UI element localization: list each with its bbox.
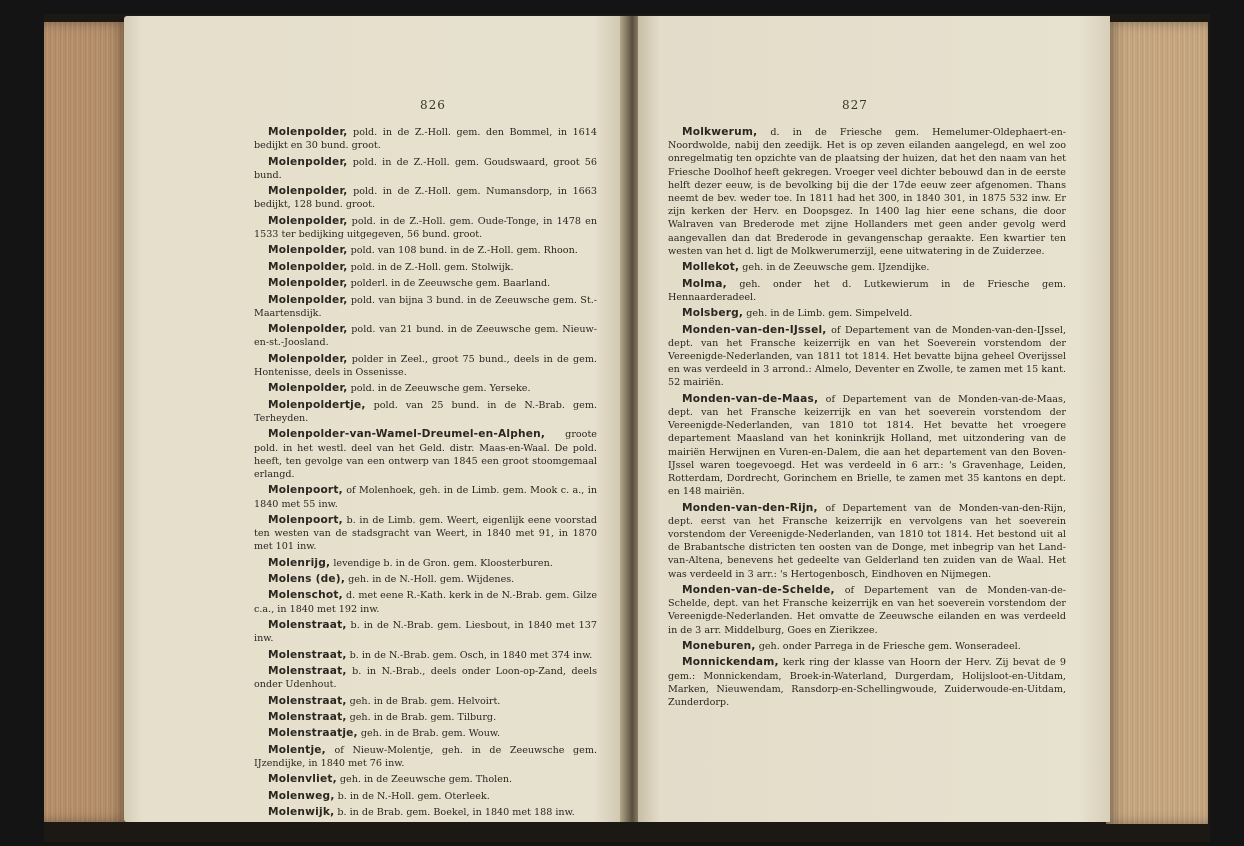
entry-headword: Molma,: [682, 277, 727, 290]
page-number: 827: [842, 98, 868, 112]
entry-headword: Molenpoort,: [268, 484, 343, 497]
entry-text: pold. in de Z.-Holl. gem. Numansdorp, in 1663 bedijkt, 128 bund. groot.: [254, 186, 597, 211]
entry-headword: Molenpolder,: [268, 214, 348, 227]
entry-headword: Molsberg,: [682, 307, 744, 320]
dictionary-entry: [668, 278, 1066, 304]
entry-headword: Molenvliet,: [268, 773, 337, 786]
dictionary-entry: [668, 126, 1066, 258]
entry-headword: Molenrijg,: [268, 556, 331, 569]
entry-headword: Molenstraat,: [268, 648, 347, 661]
entry-text: pold. van 25 bund. in de N.-Brab. gem. Terheyden.: [254, 399, 597, 424]
entry-headword: Molenpoldertje,: [268, 398, 366, 411]
dictionary-entry: [254, 399, 597, 425]
entry-headword: Molenstraat,: [268, 619, 347, 632]
entry-headword: Molenpolder,: [268, 126, 348, 138]
entry-text: pold. in de Z.-Holl. gem. Goudswaard, groot 56 bund.: [254, 156, 597, 181]
entry-headword: Molenpolder,: [268, 293, 348, 306]
page-edges-right: [1106, 22, 1208, 824]
left-page: [124, 16, 624, 822]
entry-headword: Molenpolder,: [268, 323, 348, 336]
dictionary-entry: [254, 744, 597, 770]
entry-text: polderl. in de Zeeuwsche gem. Baarland.: [347, 278, 551, 290]
entry-text: of Nieuw-Molentje, geh. in de Zeeuwsche gem. IJzendijke, in 1840 met 76 inw.: [254, 744, 597, 770]
entry-text: geh. onder Parrega in de Friesche gem. Wonseradeel.: [755, 641, 1021, 653]
dictionary-entry: [254, 790, 597, 803]
entry-headword: Monden-van-de-Schelde,: [682, 584, 835, 597]
entry-headword: Molenweg,: [268, 789, 335, 802]
dictionary-entry: [254, 695, 597, 708]
dictionary-entry: [254, 514, 597, 554]
entry-text: geh. in de Limb. gem. Simpelveld.: [743, 308, 913, 320]
entry-headword: Molenpolder,: [268, 260, 348, 273]
dictionary-entry: [254, 215, 597, 241]
entry-text: pold. in de Z.-Holl. gem. Oude-Tonge, in 1478 en 1533 ter bedijking uitgegeven, 56 bund. groot.: [254, 215, 597, 240]
entry-text: geh. in de Brab. gem. Wouw.: [357, 728, 500, 740]
entry-text: pold. in de Zeeuwsche gem. Yerseke.: [347, 383, 531, 395]
dictionary-entry: [254, 806, 597, 819]
entry-headword: Molenpolder,: [268, 382, 348, 395]
dictionary-entry: [254, 277, 597, 290]
entry-text: of Departement van de Monden-van-den-IJssel, dept. van het Fransche keizerrijk en van het Soeverein vorstendom der Vereenigde-Nederlanden, van 1811 tot 1814. Het bevatte bijna geheel Overijssel en was verdeeld in 3 arrond.: Almelo, Deventer en Zwolle, te zamen met 15 kant. 52 mairiën.: [668, 324, 1066, 389]
dictionary-entry: [668, 324, 1066, 390]
left-page-text: [254, 126, 597, 822]
entry-text: b. in de N.-Holl. gem. Oterleek.: [334, 790, 490, 802]
entry-headword: Molenpolder,: [268, 155, 348, 168]
entry-text: of Departement van de Monden-van-de-Maas, dept. van het Fransche keizerrijk en van het soeverein vorstendom der Vereenigde-Nederlanden, van 1810 tot 1814. Het bevatte het vroegere departement Maasland van het koninkrijk Holland, met uitzondering van de mairiën Herwijnen en Vuren-en-Dalem, die aan het departement van den Boven-IJssel waren toegevoegd. Het was verdeeld in 6 arr.: 's Gravenhage, Leiden, Rotterdam, Dordrecht, Gorinchem en Brielle, te zamen met 35 kantons en dept. en 148 mairiën.: [668, 393, 1066, 498]
entry-text: d. in de Friesche gem. Hemelumer-Oldephaert-en-Noordwolde, nabij den zeedijk. Het is op zeven eilanden aangelegd, en wel zoo onregelmatig ten opzichte van de plaatsing der huizen, dat het den naam van het Friesche Doolhof heeft gekregen. Vroeger veel dichter bebouwd dan in de eerste helft dezer eeuw, is de bevolking bij die der 17de eeuw zeer afgenomen. Thans neemt de bev. weder toe. In 1811 had het 300, in 1840 301, in 1875 532 inw. Er zijn kerken der Herv. en Doopsgez. In 1400 lag hier eene schans, die door Walraven van Brederode met zijne Hollanders met geen ander gevolg werd aangevallen dan dat Brederode in gevangenschap geraakte. Een kwartier ten westen van het d. ligt de Molkwerumerzijl, eene uitwatering in de Zuiderzee.: [668, 127, 1066, 257]
entry-text: pold. in de Z.-Holl. gem. Stolwijk.: [347, 261, 514, 273]
entry-headword: Monden-van-de-Maas,: [682, 392, 819, 405]
page-number: 826: [420, 98, 446, 112]
dictionary-entry: [254, 619, 597, 645]
entry-headword: Molenpolder,: [268, 244, 348, 257]
entry-text: geh. in de Brab. gem. Helvoirt.: [346, 695, 501, 707]
entry-headword: Molenstraatje,: [268, 727, 358, 740]
dictionary-entry: [254, 665, 597, 691]
entry-headword: Molenpoort,: [268, 513, 343, 526]
dictionary-entry: [668, 656, 1066, 709]
dictionary-entry: [254, 727, 597, 740]
entry-headword: Molens (de),: [268, 573, 346, 586]
entry-headword: Molkwerum,: [682, 126, 758, 138]
page-edges-left: [44, 22, 128, 822]
entry-text: pold. in de Z.-Holl. gem. den Bommel, in 1614 bedijkt en 30 bund. groot.: [254, 127, 597, 152]
dictionary-entry: [254, 323, 597, 349]
dictionary-entry: [254, 649, 597, 662]
dictionary-entry: [254, 484, 597, 510]
dictionary-entry: [254, 557, 597, 570]
entry-text: geh. in de N.-Holl. gem. Wijdenes.: [345, 574, 515, 586]
entry-headword: Molentje,: [268, 743, 326, 756]
entry-text: b. in de Brab. gem. Boekel, in 1840 met 188 inw.: [334, 807, 575, 819]
entry-text: geh. in de Zeeuwsche gem. Tholen.: [336, 774, 513, 786]
entry-text: of Departement van de Monden-van-den-Rijn, dept. eerst van het Fransche keizerrijk en vervolgens van het soeverein vorstendom der Vereenigde-Nederlanden, van 1810 tot 1814. Het bestond uit al de Brabantsche districten ten oosten van de Donge, met inbegrip van het Land-van-Altena, benevens het gedeelte van Gelderland ten zuiden van de Waal. Het was verdeeld in 3 arr.: 's Hertogenbosch, Eindhoven en Nijmegen.: [668, 502, 1066, 580]
entry-text: groote pold. in het westl. deel van het Geld. distr. Maas-en-Waal. De pold. heeft, ten gevolge van een ontwerp van 1845 een groot stoomgemaal erlangd.: [254, 429, 597, 480]
entry-text: b. in de Limb. gem. Weert, eigenlijk eene voorstad ten westen van de stadsgracht van Weert, in 1840 met 91, in 1870 met 101 inw.: [254, 514, 597, 553]
dictionary-entry: [254, 353, 597, 379]
entry-headword: Monden-van-den-IJssel,: [682, 323, 827, 336]
entry-headword: Molenwijk,: [268, 806, 335, 819]
entry-text: levendige b. in de Gron. gem. Kloosterburen.: [330, 557, 553, 569]
entry-headword: Molenschot,: [268, 589, 343, 602]
entry-text: kerk ring der klasse van Hoorn der Herv. Zij bevat de 9 gem.: Monnickendam, Broek-in-Waterland, Durgerdam, Holijsloot-en-Uitdam, Marken, Nieuwendam, Ransdorp-en-Schellingwoude, Zuiderwoude-en-Uitdam, Zunderdorp.: [668, 657, 1066, 709]
entry-text: pold. van bijna 3 bund. in de Zeeuwsche gem. St.-Maartensdijk.: [254, 294, 597, 319]
entry-text: geh. in de Zeeuwsche gem. IJzendijke.: [739, 262, 930, 274]
dictionary-entry: [668, 307, 1066, 320]
entry-headword: Moneburen,: [682, 640, 756, 653]
dictionary-entry: [254, 711, 597, 724]
dictionary-entry: [254, 428, 597, 481]
entry-headword: Molenpolder,: [268, 352, 348, 365]
entry-text: b. in N.-Brab., deels onder Loon-op-Zand, deels onder Udenhout.: [254, 666, 597, 691]
entry-text: d. met eene R.-Kath. kerk in de N.-Brab. gem. Gilze c.a., in 1840 met 192 inw.: [254, 590, 597, 615]
entry-headword: Monnickendam,: [682, 656, 779, 669]
dictionary-entry: [254, 156, 597, 182]
entry-text: polder in Zeel., groot 75 bund., deels in de gem. Hontenisse, deels in Ossenisse.: [254, 353, 597, 378]
entry-headword: Molenpolder,: [268, 185, 348, 198]
entry-headword: Molenpolder,: [268, 277, 348, 290]
dictionary-entry: [668, 640, 1066, 653]
entry-headword: Molenpolder-van-Wamel-Dreumel-en-Alphen,: [268, 428, 546, 441]
entry-text: of Molenhoek, geh. in de Limb. gem. Mook c. a., in 1840 met 55 inw.: [254, 485, 597, 510]
entry-text: geh. in de Brab. gem. Tilburg.: [346, 712, 497, 724]
dictionary-entry: [668, 502, 1066, 581]
right-page: [638, 16, 1110, 822]
entry-headword: Molenstraat,: [268, 694, 347, 707]
right-page-text: [668, 126, 1066, 712]
dictionary-entry: [254, 573, 597, 586]
entry-headword: Mollekot,: [682, 261, 740, 274]
dictionary-entry: [254, 382, 597, 395]
entry-headword: Monden-van-den-Rijn,: [682, 501, 818, 514]
dictionary-entry: [668, 393, 1066, 499]
dictionary-entry: [254, 185, 597, 211]
entry-text: b. in de N.-Brab. gem. Osch, in 1840 met 374 inw.: [346, 649, 593, 661]
dictionary-entry: [254, 589, 597, 615]
entry-text: pold. van 21 bund. in de Zeeuwsche gem. Nieuw-en-st.-Joosland.: [254, 324, 597, 349]
entry-headword: Molenstraat,: [268, 711, 347, 724]
entry-text: b. in de N.-Brab. gem. Liesbout, in 1840 met 137 inw.: [254, 620, 597, 645]
dictionary-entry: [254, 773, 597, 786]
entry-headword: Molenstraat,: [268, 665, 347, 678]
dictionary-entry: [254, 244, 597, 257]
dictionary-entry: [254, 294, 597, 320]
dictionary-entry: [254, 126, 597, 152]
entry-text: of Departement van de Monden-van-de-Schelde, dept. van het Fransche keizerrijk en van het soeverein vorstendom der Vereenigde-Nederlanden. Het omvatte de Zeeuwsche eilanden en was verdeeld in de 3 arr. Middelburg, Goes en Zierikzee.: [668, 585, 1066, 636]
entry-text: geh. onder het d. Lutkewierum in de Friesche gem. Hennaarderadeel.: [668, 278, 1066, 303]
dictionary-entry: [254, 261, 597, 274]
entry-text: pold. van 108 bund. in de Z.-Holl. gem. Rhoon.: [347, 245, 578, 257]
dictionary-entry: [668, 584, 1066, 637]
dictionary-entry: [668, 261, 1066, 274]
